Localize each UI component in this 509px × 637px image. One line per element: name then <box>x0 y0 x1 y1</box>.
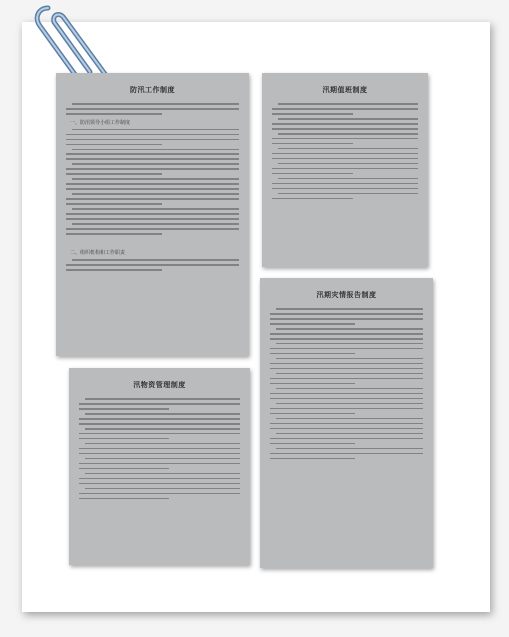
document-flood-materials-system <box>69 368 250 565</box>
document-title: 防汛工作制度 <box>130 86 175 94</box>
document-title: 汛期值班制度 <box>322 86 368 94</box>
document-flood-control-system <box>56 73 249 356</box>
document-flood-duty-system <box>262 73 428 267</box>
document-disaster-report-system <box>260 278 433 568</box>
section-heading: 一、防汛领导小组工作制度 <box>70 119 131 126</box>
document-title: 汛物资管理制度 <box>133 381 186 389</box>
section-heading: 二、组织机构和工作职责 <box>70 250 126 257</box>
document-title: 汛期灾情报告制度 <box>316 291 377 299</box>
